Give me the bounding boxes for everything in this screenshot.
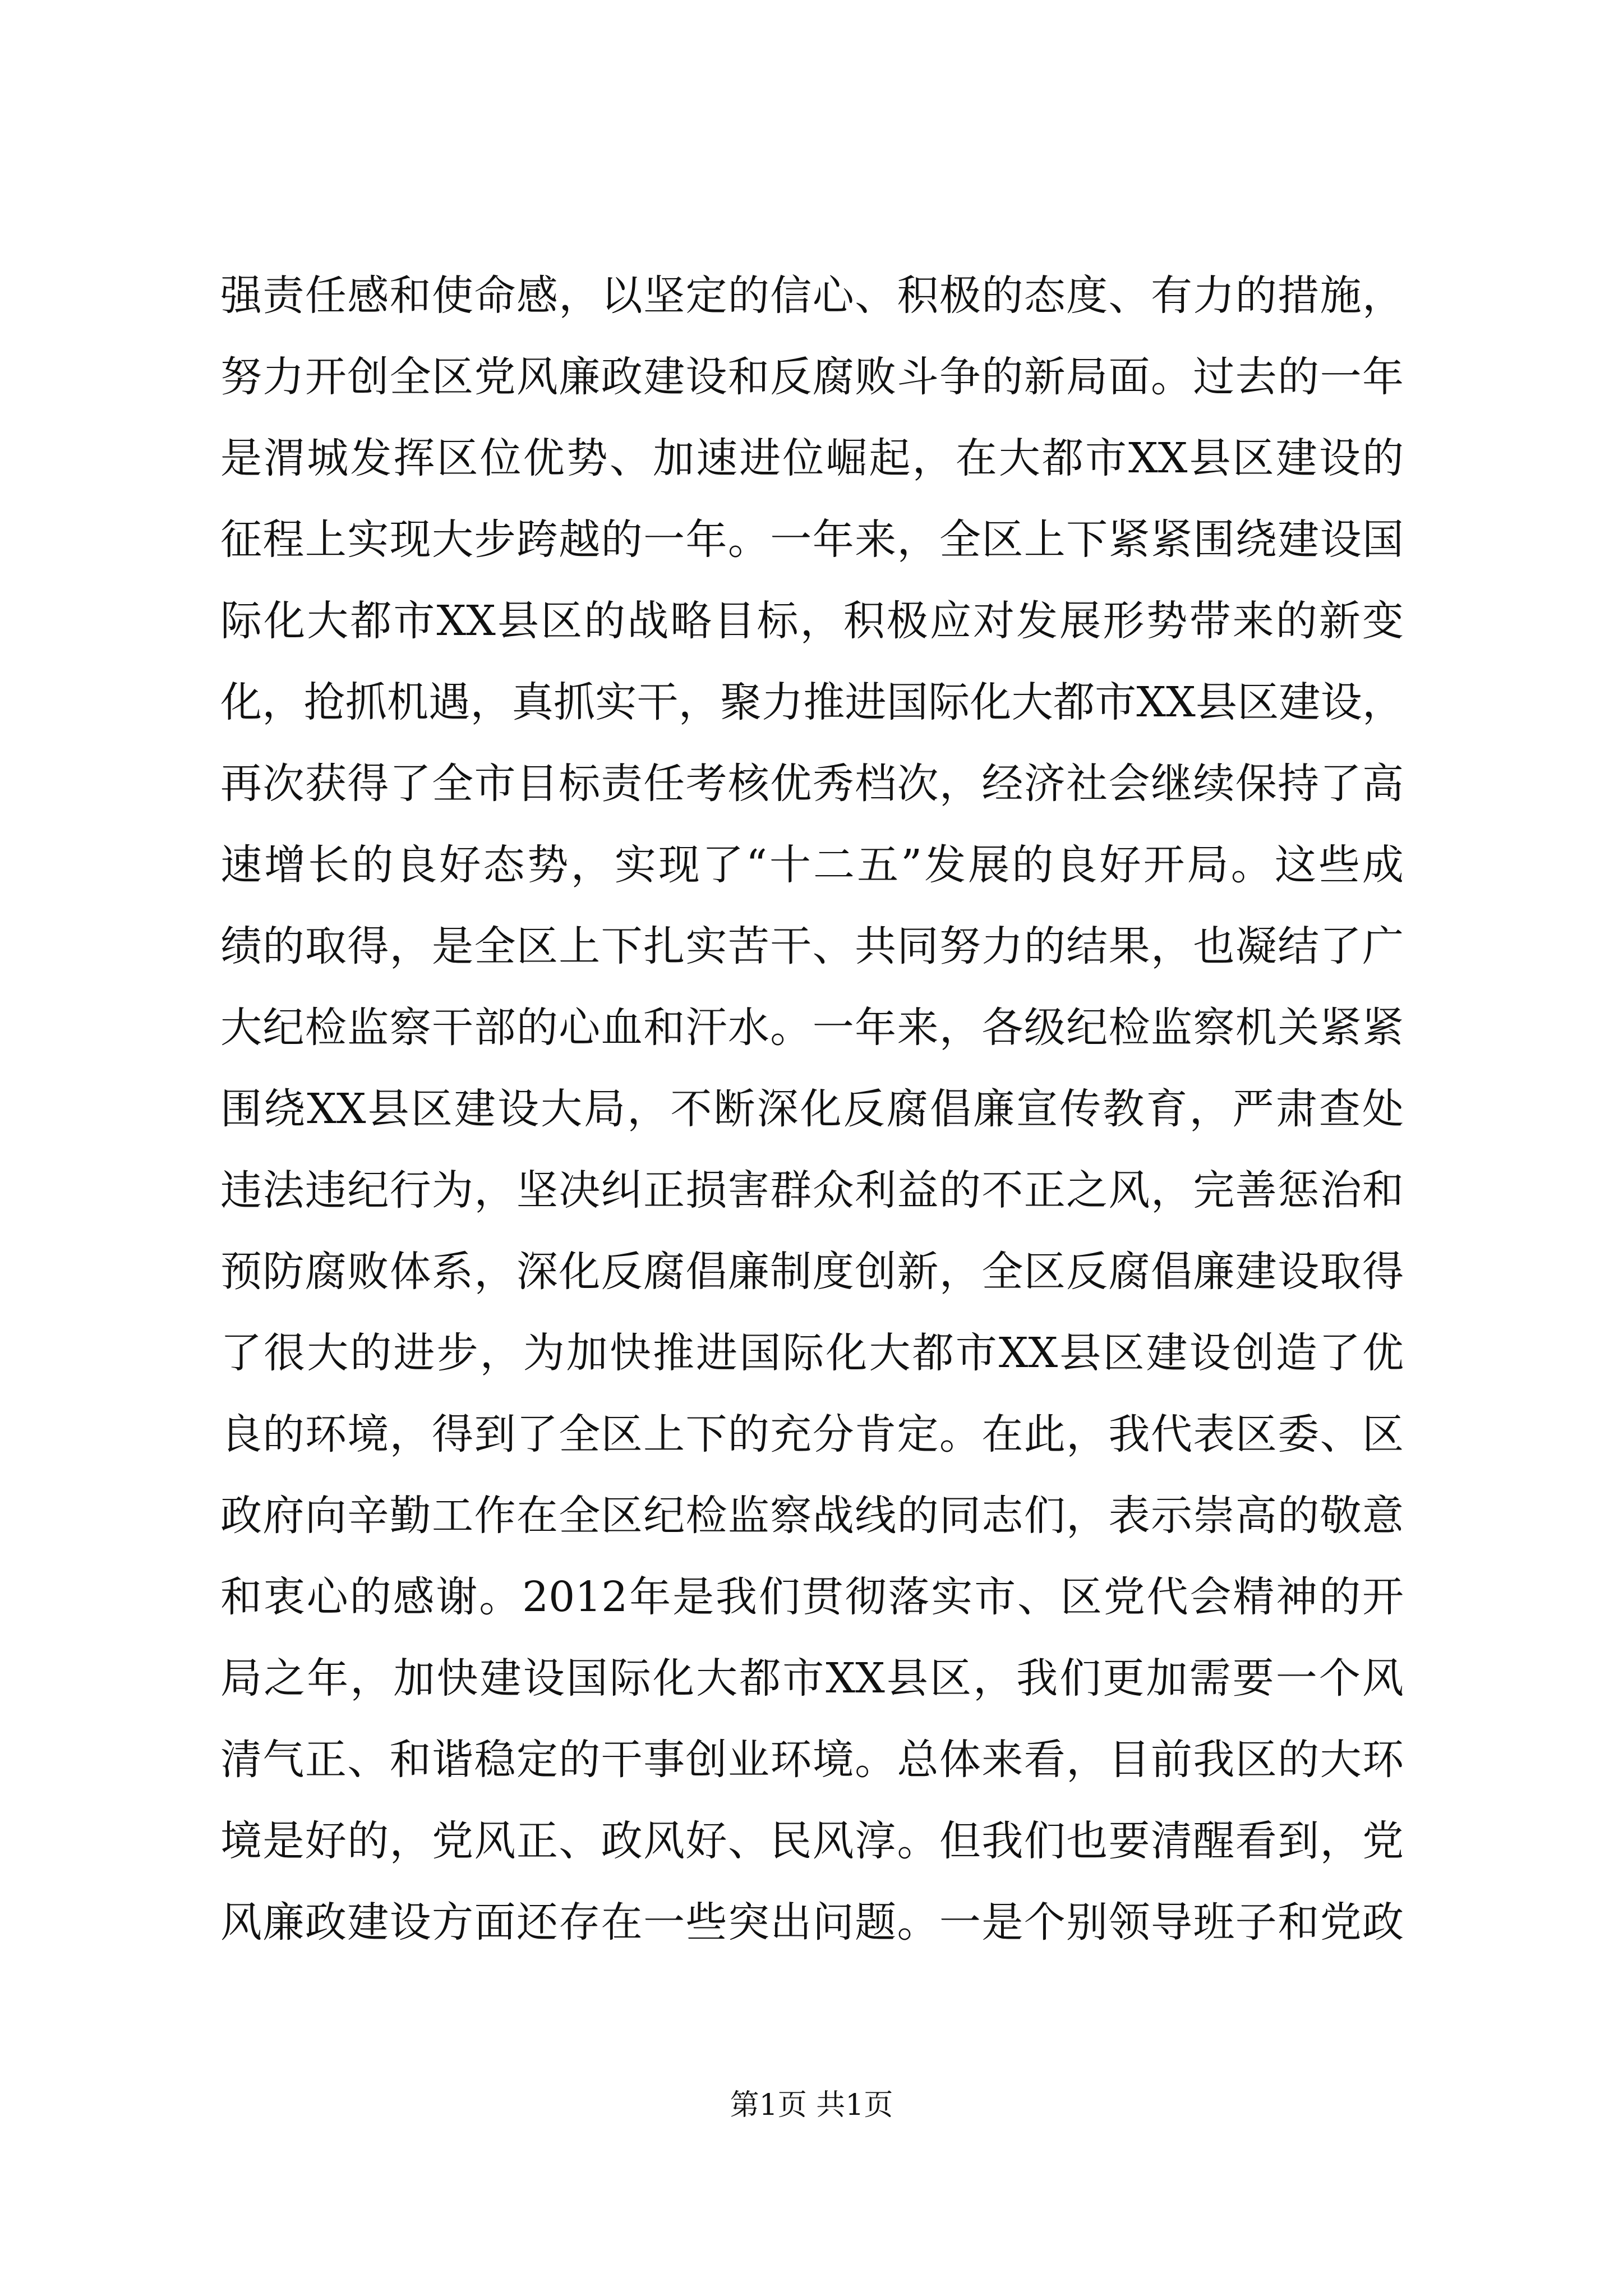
text-line-20: 境是好的，党风正、政风好、民风淳。但我们也要清醒看到，党 (220, 1817, 1404, 1865)
text-line-19: 清气正、和谐稳定的干事创业环境。总体来看，目前我区的大环 (220, 1736, 1404, 1784)
text-line-7: 再次获得了全市目标责任考核优秀档次，经济社会继续保持了高 (220, 760, 1404, 808)
text-line-4: 征程上实现大步跨越的一年。一年来，全区上下紧紧围绕建设国 (220, 516, 1404, 564)
page-number-label: 第1页 共1页 (730, 2088, 893, 2122)
text-line-5: 际化大都市XX县区的战略目标，积极应对发展形势带来的新变 (220, 597, 1404, 645)
text-line-9: 绩的取得，是全区上下扎实苦干、共同努力的结果，也凝结了广 (220, 922, 1404, 970)
text-line-2: 努力开创全区党风廉政建设和反腐败斗争的新局面。过去的一年 (220, 353, 1404, 401)
text-line-1: 强责任感和使命感，以坚定的信心、积极的态度、有力的措施， (220, 272, 1404, 320)
page-footer (0, 2081, 1623, 2123)
text-line-16: 政府向辛勤工作在全区纪检监察战线的同志们，表示崇高的敬意 (220, 1492, 1404, 1540)
text-line-17: 和衷心的感谢。2012年是我们贯彻落实市、区党代会精神的开 (220, 1573, 1404, 1621)
text-line-11: 围绕XX县区建设大局，不断深化反腐倡廉宣传教育，严肃查处 (220, 1085, 1404, 1133)
text-line-21: 风廉政建设方面还存在一些突出问题。一是个别领导班子和党政 (220, 1898, 1404, 1947)
text-line-6: 化，抢抓机遇，真抓实干，聚力推进国际化大都市XX县区建设， (220, 678, 1404, 726)
text-line-3: 是渭城发挥区位优势、加速进位崛起，在大都市XX县区建设的 (220, 434, 1404, 482)
text-line-15: 良的环境，得到了全区上下的充分肯定。在此，我代表区委、区 (220, 1410, 1404, 1458)
text-line-10: 大纪检监察干部的心血和汗水。一年来，各级纪检监察机关紧紧 (220, 1004, 1404, 1052)
text-line-8: 速增长的良好态势，实现了“十二五”发展的良好开局。这些成 (220, 841, 1404, 889)
body-text (220, 255, 1404, 1963)
text-line-14: 了很大的进步，为加快推进国际化大都市XX县区建设创造了优 (220, 1329, 1404, 1377)
text-line-18: 局之年，加快建设国际化大都市XX县区，我们更加需要一个风 (220, 1654, 1404, 1703)
text-line-13: 预防腐败体系，深化反腐倡廉制度创新，全区反腐倡廉建设取得 (220, 1248, 1404, 1296)
text-line-12: 违法违纪行为，坚决纠正损害群众利益的不正之风，完善惩治和 (220, 1166, 1404, 1214)
